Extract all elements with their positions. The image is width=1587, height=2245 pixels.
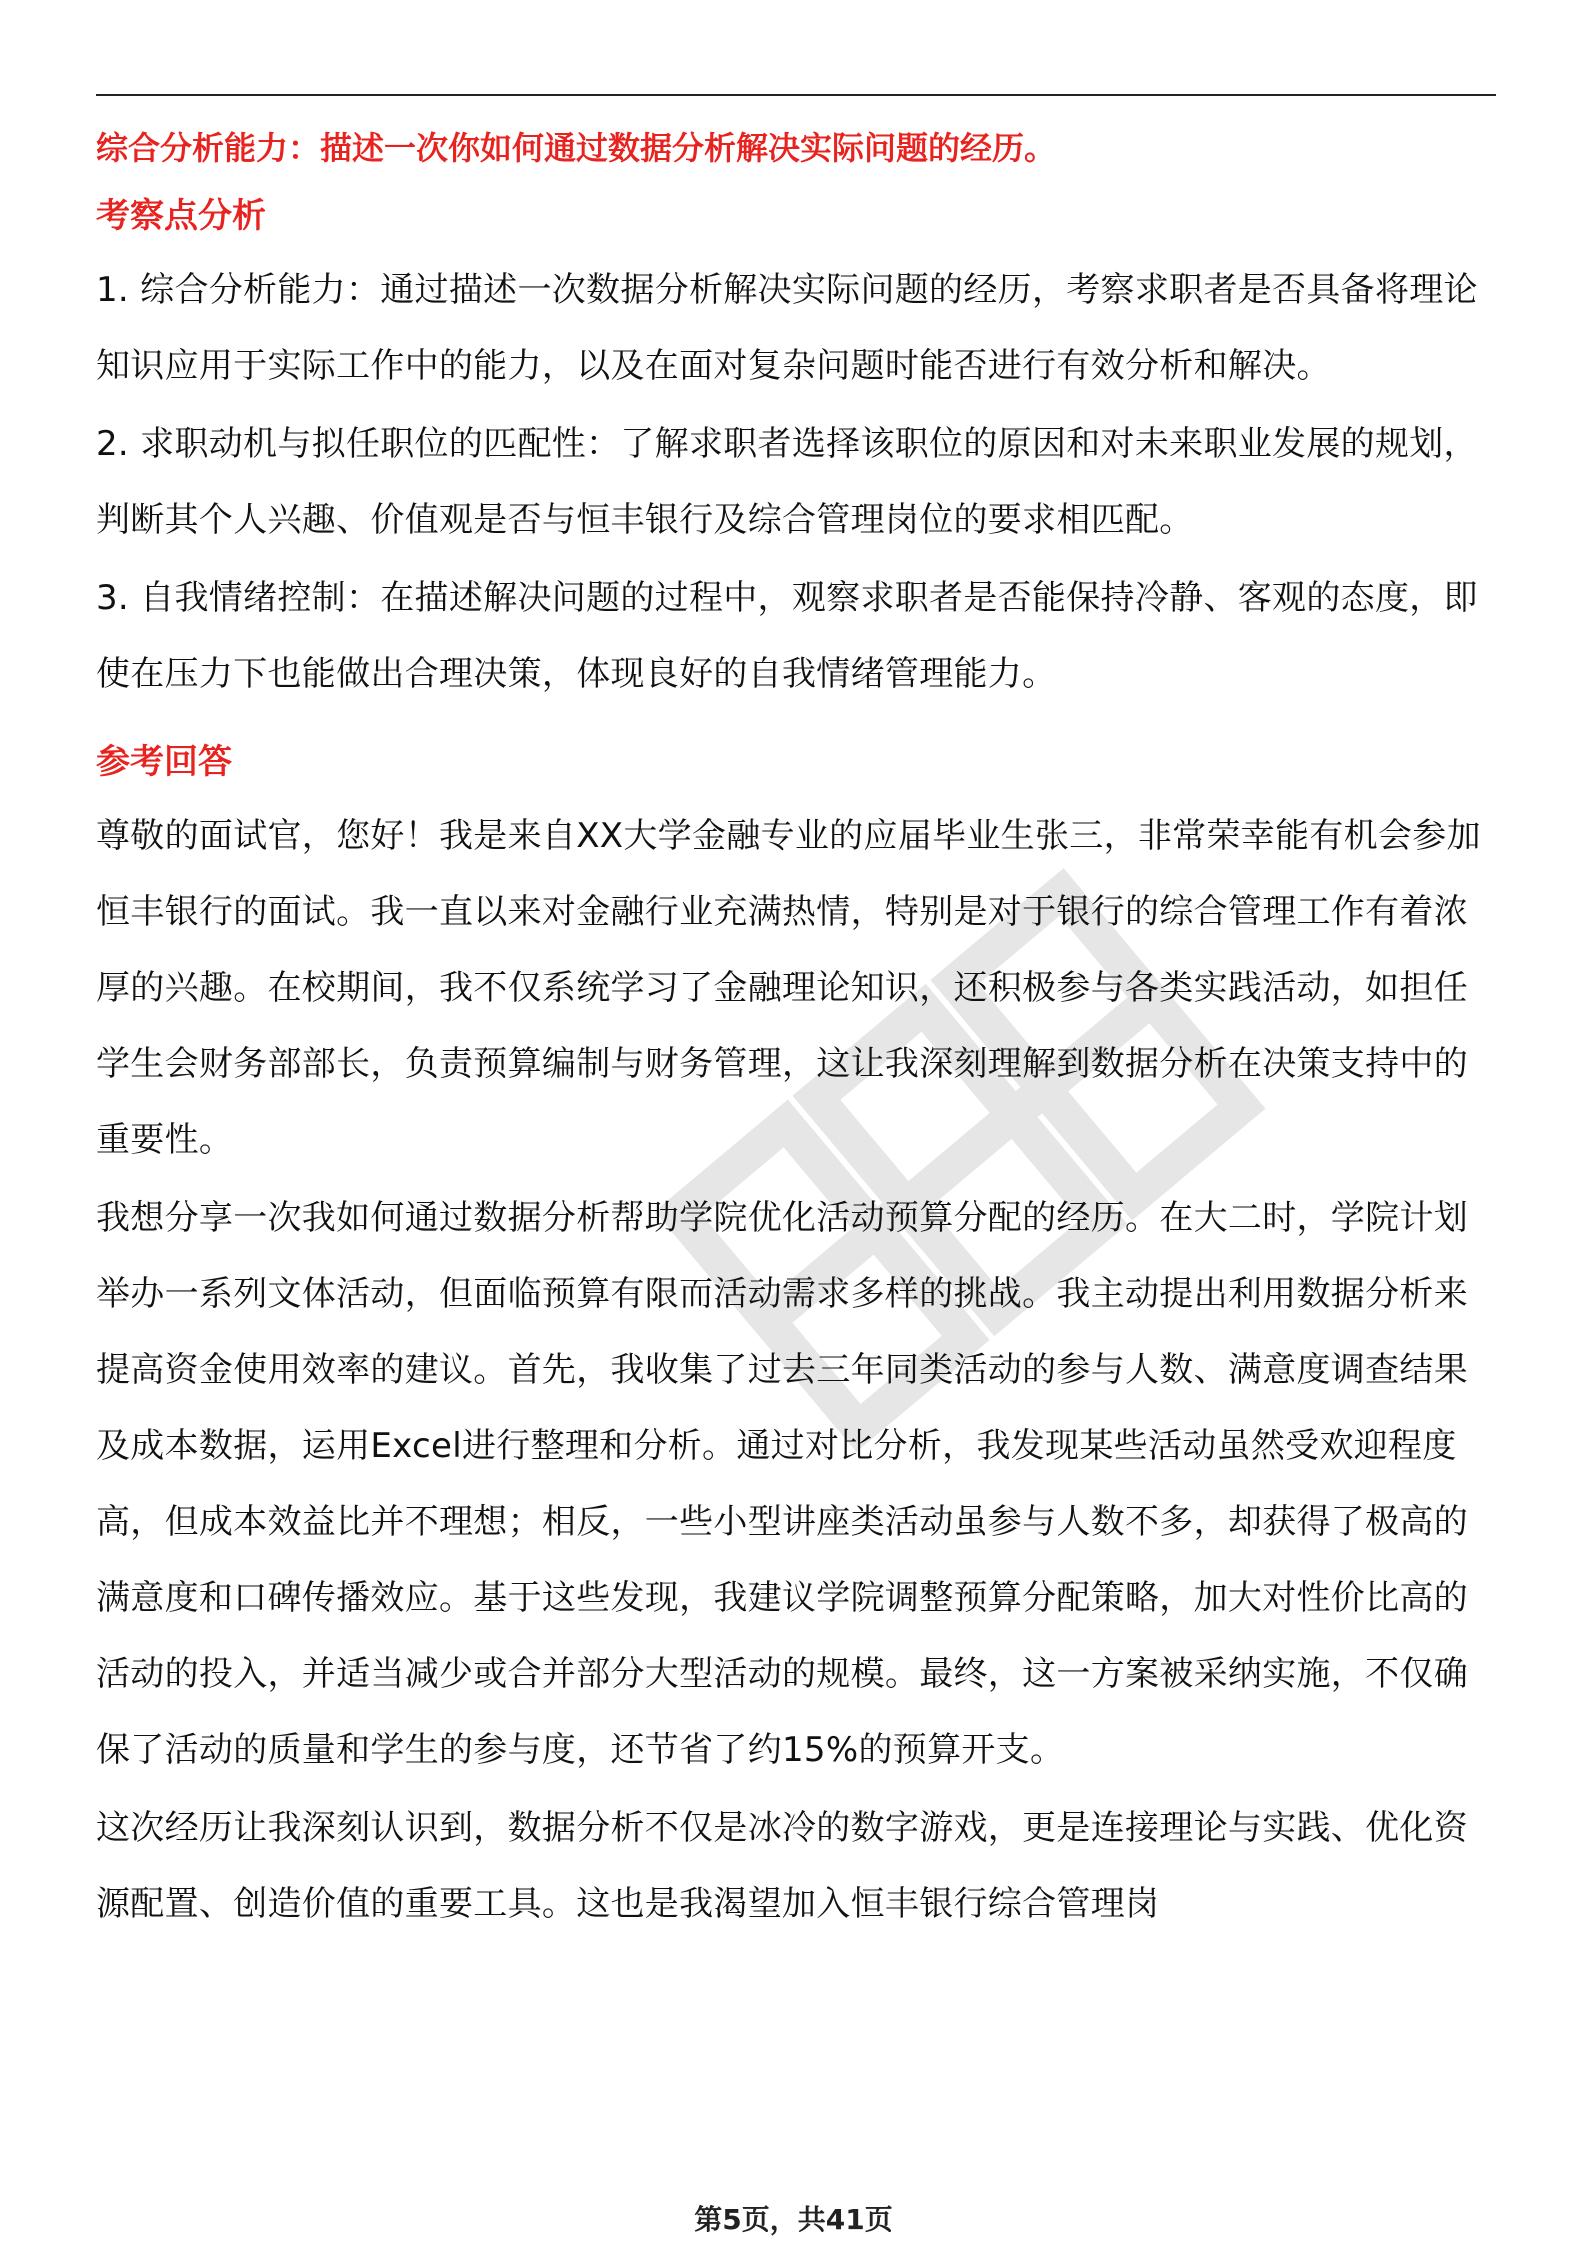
analysis-item: 1. 综合分析能力：通过描述一次数据分析解决实际问题的经历，考察求职者是否具备将理论知识应用于实际工作中的能力，以及在面对复杂问题时能否进行有效分析和解决。 — [96, 270, 1478, 386]
analysis-item: 3. 自我情绪控制：在描述解决问题的过程中，观察求职者是否能保持冷静、客观的态度，即使在压力下也能做出合理决策，体现良好的自我情绪管理能力。 — [96, 578, 1478, 694]
answer-paragraph: 尊敬的面试官，您好！我是来自XX大学金融专业的应届毕业生张三，非常荣幸能有机会参加恒丰银行的面试。我一直以来对金融行业充满热情，特别是对于银行的综合管理工作有着浓厚的兴趣。在校期间，我不仅系统学习了金融理论知识，还积极参与各类实践活动，如担任学生会财务部部长，负责预算编制与财务管理，这让我深刻理解到数据分析在决策支持中的重要性。 — [96, 816, 1481, 1160]
answer-paragraph: 这次经历让我深刻认识到，数据分析不仅是冰冷的数字游戏，更是连接理论与实践、优化资源配置、创造价值的重要工具。这也是我渴望加入恒丰银行综合管理岗 — [96, 1808, 1468, 1924]
page-number: 第5页，共41页 — [694, 2203, 893, 2236]
analysis-heading: 考察点分析 — [96, 196, 266, 236]
question-title: 综合分析能力：描述一次你如何通过数据分析解决实际问题的经历。 — [96, 129, 1057, 167]
analysis-item: 2. 求职动机与拟任职位的匹配性：了解求职者选择该职位的原因和对未来职业发展的规划，判断其个人兴趣、价值观是否与恒丰银行及综合管理岗位的要求相匹配。 — [96, 424, 1478, 540]
answer-paragraph: 我想分享一次我如何通过数据分析帮助学院优化活动预算分配的经历。在大二时，学院计划举办一系列文体活动，但面临预算有限而活动需求多样的挑战。我主动提出利用数据分析来提高资金使用效率的建议。首先，我收集了过去三年同类活动的参与人数、满意度调查结果及成本数据，运用Excel进行整理和分析。通过对比分析，我发现某些活动虽然受欢迎程度高，但成本效益比并不理想；相反，一些小型讲座类活动虽参与人数不多，却获得了极高的满意度和口碑传播效应。基于这些发现，我建议学院调整预算分配策略，加大对性价比高的活动的投入，并适当减少或合并部分大型活动的规模。最终，这一方案被采纳实施，不仅确保了活动的质量和学生的参与度，还节省了约15%的预算开支。 — [96, 1198, 1468, 1770]
answer-heading: 参考回答 — [96, 742, 232, 782]
top-divider — [96, 94, 1496, 96]
page-content — [96, 118, 1496, 1942]
